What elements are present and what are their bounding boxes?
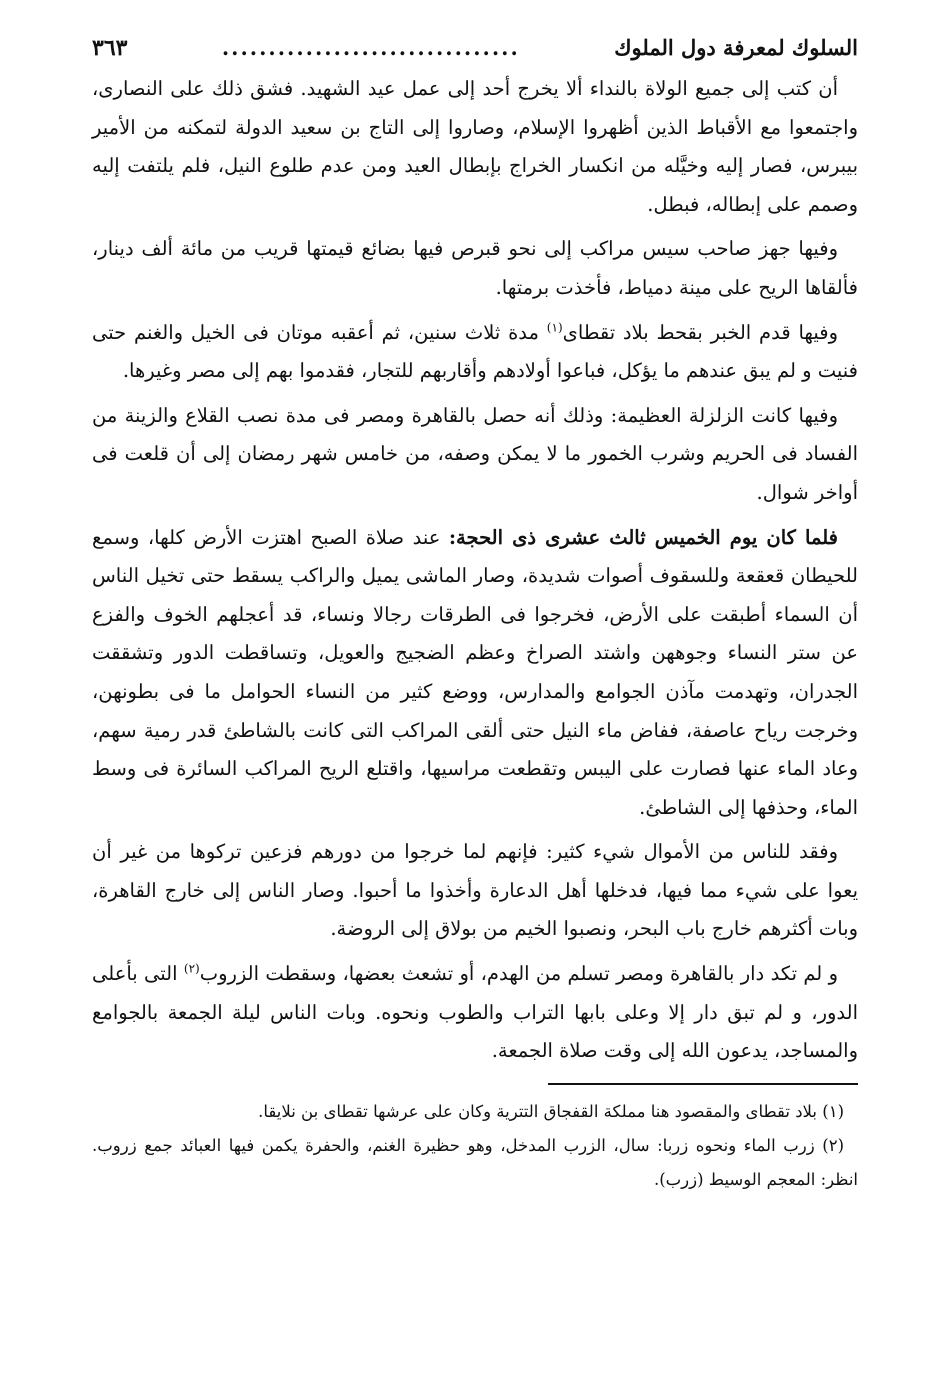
- paragraph-text: و لم تكد دار بالقاهرة ومصر تسلم من الهدم، أو تشعث بعضها، وسقطت الزروب: [199, 962, 838, 986]
- paragraph-text: وفيها قدم الخبر بقحط بلاد تقطاى: [562, 320, 838, 344]
- main-text: [92, 70, 858, 1071]
- paragraph: أن كتب إلى جميع الولاة بالنداء ألا يخرج أحد إلى عمل عيد الشهيد. فشق ذلك على النصارى، واجتمعوا مع الأقباط الذين أظهروا الإسلام، وصاروا إلى التاج بن سعيد الدولة لتمكنه من الأمير بيبرس، فصار إليه وخيَّله من انكسار الخراج بإبطال العيد ومن عدم طلوع النيل، فلم يلتفت إليه وصمم على إبطاله، فبطل.: [92, 77, 858, 216]
- paragraph: وفيها كانت الزلزلة العظيمة: وذلك أنه حصل بالقاهرة ومصر فى مدة نصب القلاع والزينة من الفساد فى الحريم وشرب الخمور ما لا يمكن وصفه، من خامس شهر رمضان إلى أن قلعت فى أواخر شوال.: [92, 403, 858, 504]
- paragraph-text: عند صلاة الصبح اهتزت الأرض كلها، وسمع للحيطان قعقعة وللسقوف أصوات شديدة، وصار الماشى يميل والراكب يسقط حتى تخيل الناس أن السماء أطبقت على الأرض، فخرجوا فى الطرقات رجالا ونساء، قد أعجلهم الخوف والفزع عن ستر النساء وجوههن واشتد الصراخ وعظم الضجيج والعويل، وتساقطت الدور وتشققت الجدران، وتهدمت مآذن الجوامع والمدارس، ووضع كثير من النساء الحوامل ما فى بطونهن، وخرجت رياح عاصفة، ففاض ماء النيل حتى ألقى المراكب التى كانت بالشاطئ قدر رمية سهم، وعاد الماء عنها فصارت على اليبس وتقطعت مراسيها، واقتلع الريح المراكب السائرة فى وسط الماء، وحذفها إلى الشاطئ.: [92, 525, 858, 819]
- footnote: (٢) زرب الماء ونحوه زربا: سال، الزرب المدخل، وهو حظيرة الغنم، والحفرة يكمن فيها العبائد جمع زروب. انظر: المعجم الوسيط (زرب).: [92, 1135, 858, 1189]
- paragraph: [92, 314, 858, 391]
- footnotes: [92, 1095, 858, 1197]
- footnote-marker: (١): [546, 320, 563, 335]
- paragraph-text: مدة ثلاث سنين، ثم أعقبه موتان فى الخيل والغنم حتى فنيت و لم يبق عندهم ما يؤكل، فباعوا أولادهم وأقاربهم للتجار، فقدموا بهم إلى مصر وغيرها.: [92, 320, 858, 383]
- header-leader-dots: ................................: [221, 35, 520, 60]
- page-header: [92, 28, 858, 70]
- paragraph-text: التى بأعلى الدور، و لم تبق دار إلا وعلى بابها التراب والطوب ونحوه. وبات الناس ليلة الجمعة بالجوامع والمساجد، يدعون الله إلى وقت صلاة الجمعة.: [92, 962, 858, 1063]
- paragraph: وفقد للناس من الأموال شيء كثير: فإنهم لما خرجوا من دورهم فزعين تركوها من غير أن يعوا على شيء مما فيها، فدخلها أهل الدعارة وأخذوا ما أحبوا. وصار الناس إلى خارج القاهرة، وبات أكثرهم خارج باب البحر، ونصبوا الخيم من بولاق إلى الروضة.: [92, 840, 858, 941]
- paragraph: [92, 955, 858, 1071]
- running-title: السلوك لمعرفة دول الملوك: [614, 35, 858, 60]
- footnote-marker: (٢): [183, 961, 200, 976]
- page-number: ٣٦٣: [92, 35, 128, 61]
- footnote: (١) بلاد تقطاى والمقصود هنا مملكة القفجاق التترية وكان على عرشها تقطاى بن نلايقا.: [258, 1101, 844, 1121]
- book-page: [92, 28, 858, 1197]
- paragraph-lead: فلما كان يوم الخميس ثالث عشرى ذى الحجة:: [448, 525, 838, 549]
- paragraph: [92, 519, 858, 828]
- footnote-divider: [548, 1083, 858, 1085]
- paragraph: وفيها جهز صاحب سيس مراكب إلى نحو قبرص فيها بضائع قيمتها قريب من مائة ألف دينار، فألقاها الريح على مينة دمياط، فأخذت برمتها.: [92, 237, 858, 299]
